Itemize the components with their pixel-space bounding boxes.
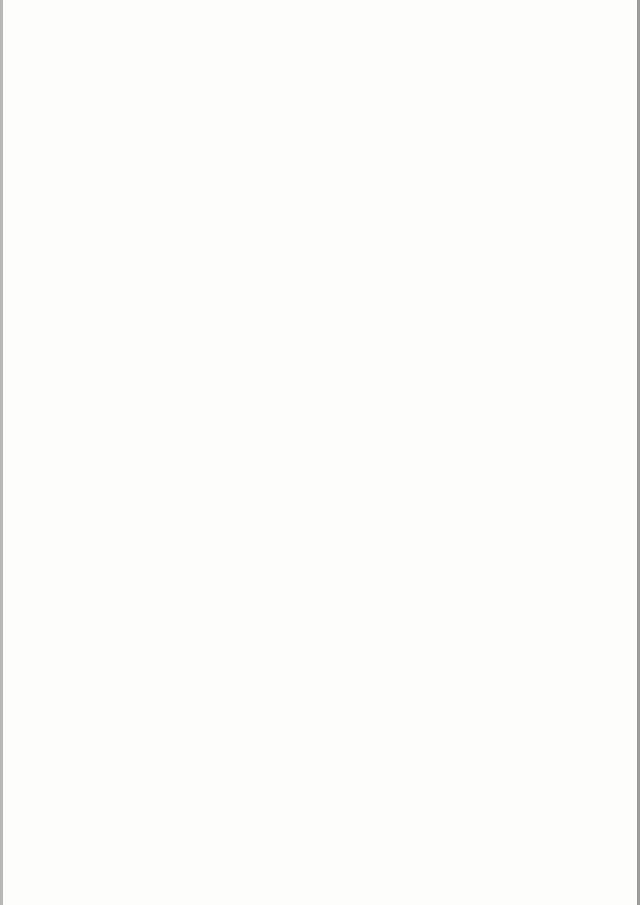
scan-edge-left xyxy=(0,0,3,905)
document-body xyxy=(174,152,544,169)
